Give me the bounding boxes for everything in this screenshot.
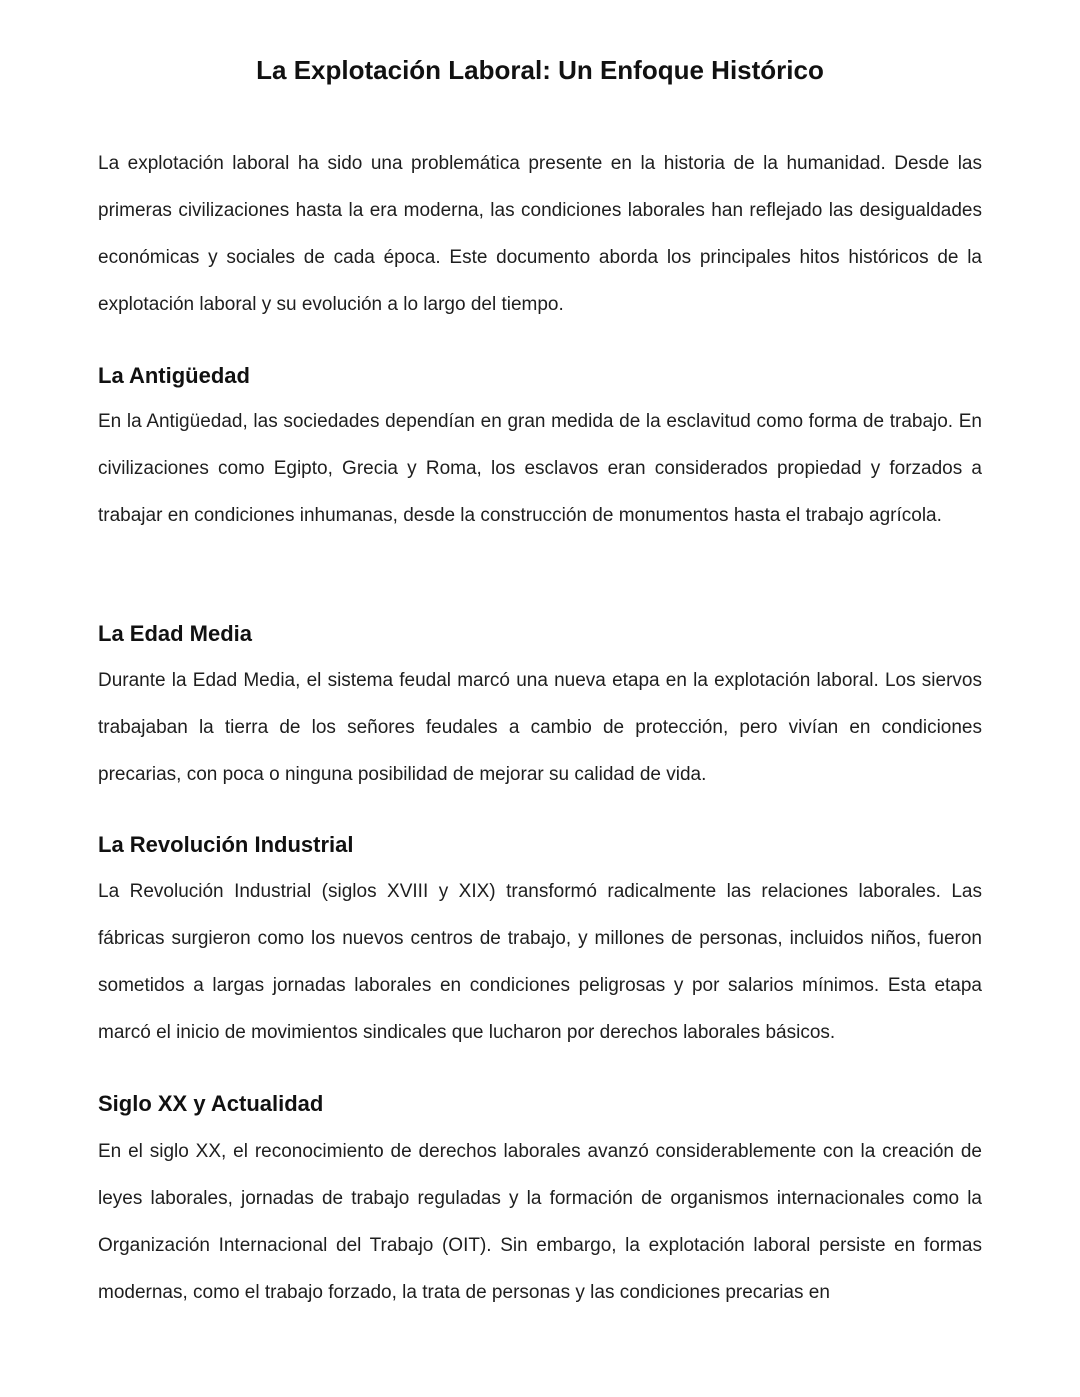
section-body-edad-media: Durante la Edad Media, el sistema feudal marcó una nueva etapa en la explotación laboral. Los siervos trabajaban la tierra de los señores feudales a cambio de protección, pero vivían en condiciones precarias, con poca o ninguna posibilidad de mejorar su calidad de vida. (98, 670, 982, 785)
section-body-siglo-xx: En el siglo XX, el reconocimiento de derechos laborales avanzó considerablemente con la creación de leyes laborales, jornadas de trabajo reguladas y la formación de organismos internacionales como la Organización Internacional del Trabajo (OIT). Sin embargo, la explotación laboral persiste en formas modernas, como el trabajo forzado, la trata de personas y las condiciones precarias en (98, 1141, 982, 1303)
section-heading-antiguedad: La Antigüedad (98, 363, 250, 388)
section-heading-revolucion-industrial: La Revolución Industrial (98, 832, 354, 857)
section-heading-siglo-xx: Siglo XX y Actualidad (98, 1091, 324, 1116)
document-title: La Explotación Laboral: Un Enfoque Histórico (256, 55, 824, 85)
section-body-antiguedad: En la Antigüedad, las sociedades dependían en gran medida de la esclavitud como forma de trabajo. En civilizaciones como Egipto, Grecia y Roma, los esclavos eran considerados propiedad y forzados a trabajar en condiciones inhumanas, desde la construcción de monumentos hasta el trabajo agrícola. (98, 411, 982, 526)
section-heading-edad-media: La Edad Media (98, 621, 253, 646)
intro-paragraph: La explotación laboral ha sido una problemática presente en la historia de la humanidad. Desde las primeras civilizaciones hasta la era moderna, las condiciones laborales han reflejado las desigualdades económicas y sociales de cada época. Este documento aborda los principales hitos históricos de la explotación laboral y su evolución a lo largo del tiempo. (98, 153, 982, 315)
section-body-revolucion-industrial: La Revolución Industrial (siglos XVIII y XIX) transformó radicalmente las relaciones laborales. Las fábricas surgieron como los nuevos centros de trabajo, y millones de personas, incluidos niños, fueron sometidos a largas jornadas laborales en condiciones peligrosas y por salarios mínimos. Esta etapa marcó el inicio de movimientos sindicales que lucharon por derechos laborales básicos. (98, 881, 982, 1043)
